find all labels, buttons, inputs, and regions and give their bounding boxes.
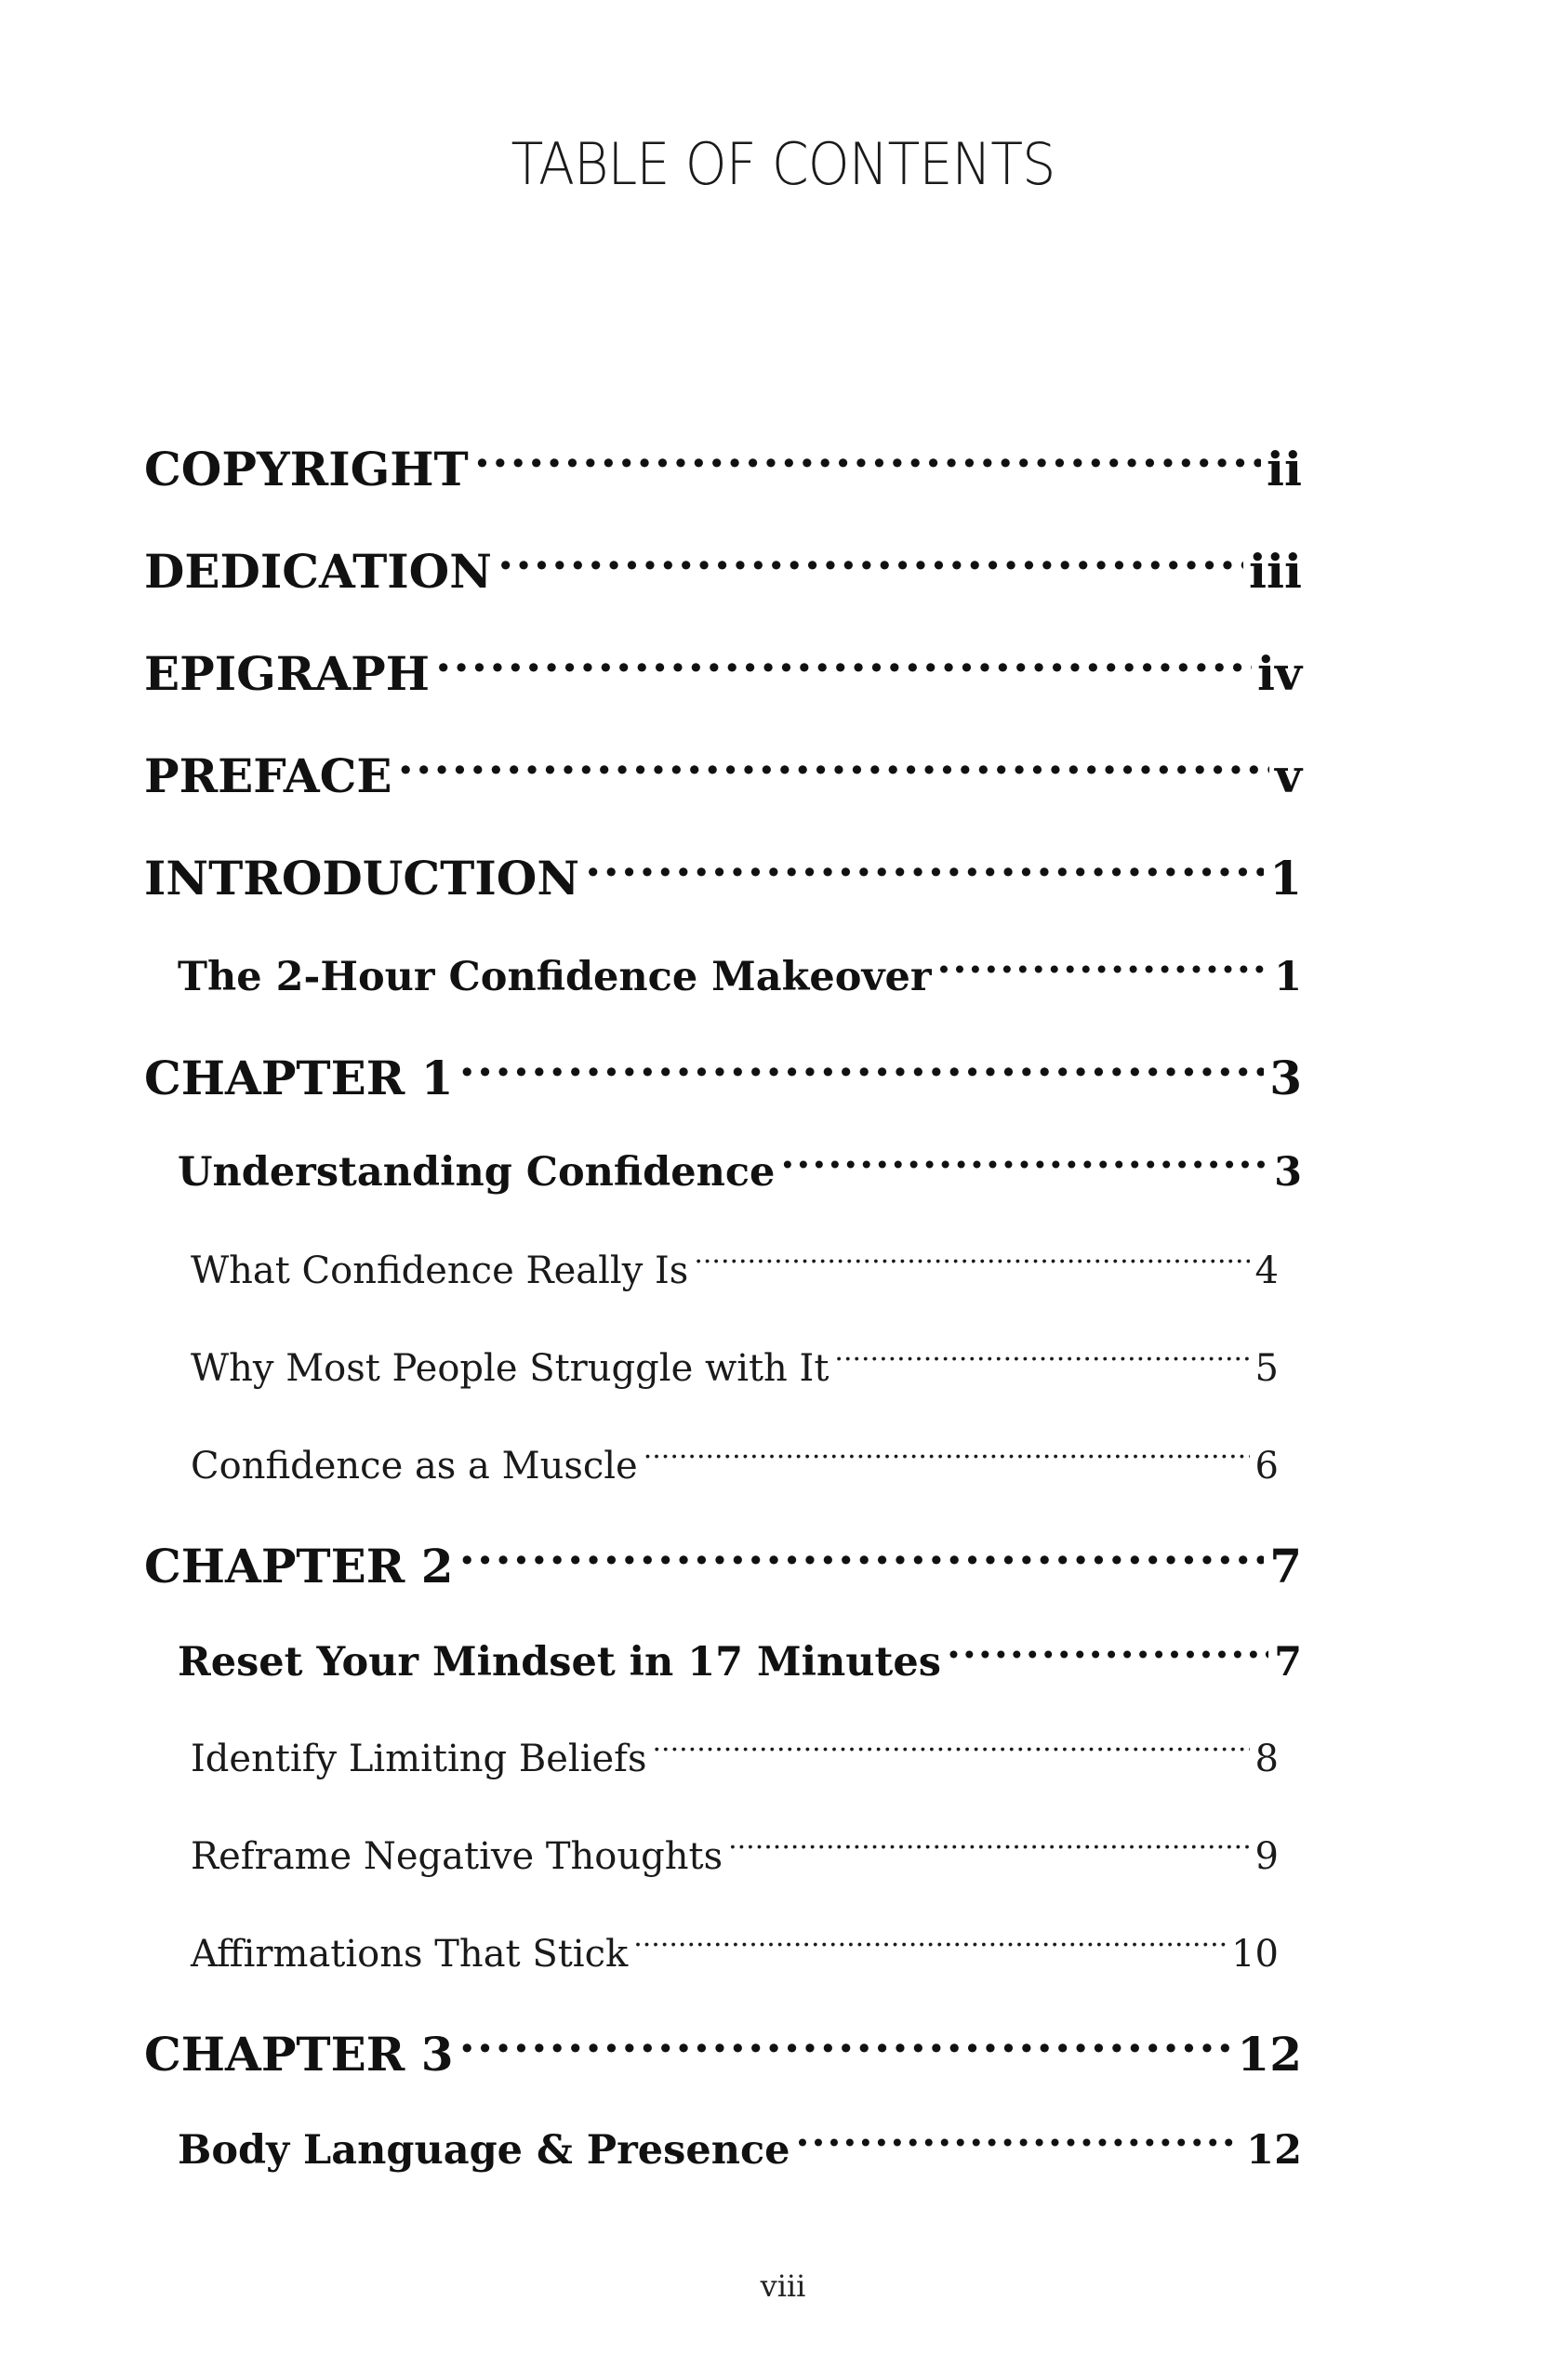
toc-entry-dedication[interactable] bbox=[144, 539, 1302, 604]
dot-leader bbox=[947, 1635, 1268, 1675]
dot-leader bbox=[459, 1536, 1265, 1582]
toc-entry-label: The 2-Hour Confidence Makeover bbox=[178, 954, 932, 1000]
toc-entry-page: 1 bbox=[1269, 851, 1302, 906]
toc-entry-page: 6 bbox=[1254, 1445, 1279, 1488]
dot-leader bbox=[459, 1048, 1265, 1094]
toc-entry-page: 1 bbox=[1274, 954, 1302, 1000]
toc-entry-chapter-3[interactable] bbox=[144, 2022, 1302, 2087]
toc-entry-page: 7 bbox=[1269, 1539, 1302, 1593]
dot-leader bbox=[834, 1343, 1249, 1381]
toc-entry-label: Understanding Confidence bbox=[178, 1149, 776, 1196]
dot-leader bbox=[435, 643, 1252, 690]
dot-leader bbox=[474, 439, 1261, 485]
toc-entry-label: CHAPTER 1 bbox=[144, 1051, 454, 1105]
dot-leader bbox=[633, 1929, 1226, 1966]
dot-leader bbox=[728, 1831, 1249, 1869]
toc-entry-page: v bbox=[1274, 748, 1302, 803]
toc-entry-page: 12 bbox=[1246, 2127, 1302, 2174]
toc-entry-page: 10 bbox=[1231, 1933, 1279, 1976]
toc-entry-label: What Confidence Really Is bbox=[191, 1250, 689, 1292]
dot-leader bbox=[398, 746, 1269, 792]
toc-entry-page: 5 bbox=[1254, 1347, 1279, 1390]
toc-entry-body-language-presence[interactable] bbox=[178, 2122, 1302, 2179]
toc-entry-page: 4 bbox=[1254, 1250, 1279, 1292]
toc-entry-reframe-negative-thoughts[interactable] bbox=[191, 1829, 1279, 1884]
toc-entry-label: Reframe Negative Thoughts bbox=[191, 1835, 723, 1878]
toc-entry-label: DEDICATION bbox=[144, 544, 492, 599]
toc-entry-page: 12 bbox=[1237, 2027, 1302, 2082]
toc-entry-affirmations-that-stick[interactable] bbox=[191, 1926, 1279, 1982]
toc-entry-understanding-confidence[interactable] bbox=[178, 1144, 1302, 1201]
page-number-footer: viii bbox=[760, 2268, 806, 2304]
toc-entry-introduction[interactable] bbox=[144, 846, 1302, 911]
toc-entry-identify-limiting-beliefs[interactable] bbox=[191, 1731, 1279, 1787]
toc-entry-label: COPYRIGHT bbox=[144, 442, 469, 496]
dot-leader bbox=[694, 1246, 1249, 1283]
toc-entry-label: Identify Limiting Beliefs bbox=[191, 1738, 647, 1780]
toc-entry-label: Confidence as a Muscle bbox=[191, 1445, 638, 1488]
toc-entry-label: Affirmations That Stick bbox=[191, 1933, 629, 1976]
toc-entry-label: INTRODUCTION bbox=[144, 851, 580, 906]
page-title: TABLE OF CONTENTS bbox=[511, 130, 1055, 198]
toc-entry-page: 3 bbox=[1269, 1051, 1302, 1105]
toc-entry-preface[interactable] bbox=[144, 744, 1302, 809]
toc-entry-2-hour-confidence-makeover[interactable] bbox=[178, 948, 1302, 1006]
toc-entry-label: Reset Your Mindset in 17 Minutes bbox=[178, 1639, 941, 1686]
toc-entry-why-most-people-struggle[interactable] bbox=[191, 1341, 1279, 1396]
toc-entry-chapter-2[interactable] bbox=[144, 1534, 1302, 1599]
toc-entry-confidence-as-a-muscle[interactable] bbox=[191, 1438, 1279, 1494]
dot-leader bbox=[498, 541, 1243, 588]
dot-leader bbox=[796, 2123, 1241, 2163]
toc-entry-page: 7 bbox=[1274, 1639, 1302, 1686]
toc-entry-page: 9 bbox=[1254, 1835, 1279, 1878]
dot-leader bbox=[653, 1734, 1250, 1771]
toc-entry-label: PREFACE bbox=[144, 748, 392, 803]
toc-entry-label: EPIGRAPH bbox=[144, 646, 430, 701]
dot-leader bbox=[644, 1441, 1250, 1478]
dot-leader bbox=[780, 1145, 1268, 1185]
toc-entry-page: 8 bbox=[1254, 1738, 1279, 1780]
toc-entry-chapter-1[interactable] bbox=[144, 1046, 1302, 1111]
toc-entry-page: iii bbox=[1249, 544, 1302, 599]
dot-leader bbox=[585, 848, 1264, 894]
toc-entry-page: iv bbox=[1256, 646, 1302, 701]
dot-leader bbox=[936, 950, 1268, 990]
toc-entry-label: CHAPTER 2 bbox=[144, 1539, 454, 1593]
toc-entry-label: Why Most People Struggle with It bbox=[191, 1347, 829, 1390]
toc-entry-label: Body Language & Presence bbox=[178, 2127, 790, 2174]
toc-entry-page: 3 bbox=[1274, 1149, 1302, 1196]
toc-entry-epigraph[interactable] bbox=[144, 641, 1302, 707]
toc-entry-copyright[interactable] bbox=[144, 437, 1302, 502]
dot-leader bbox=[459, 2024, 1232, 2070]
toc-entry-what-confidence-really-is[interactable] bbox=[191, 1243, 1279, 1299]
toc-entry-page: ii bbox=[1267, 442, 1302, 496]
toc-entry-reset-your-mindset[interactable] bbox=[178, 1633, 1302, 1691]
toc-entry-label: CHAPTER 3 bbox=[144, 2027, 454, 2082]
